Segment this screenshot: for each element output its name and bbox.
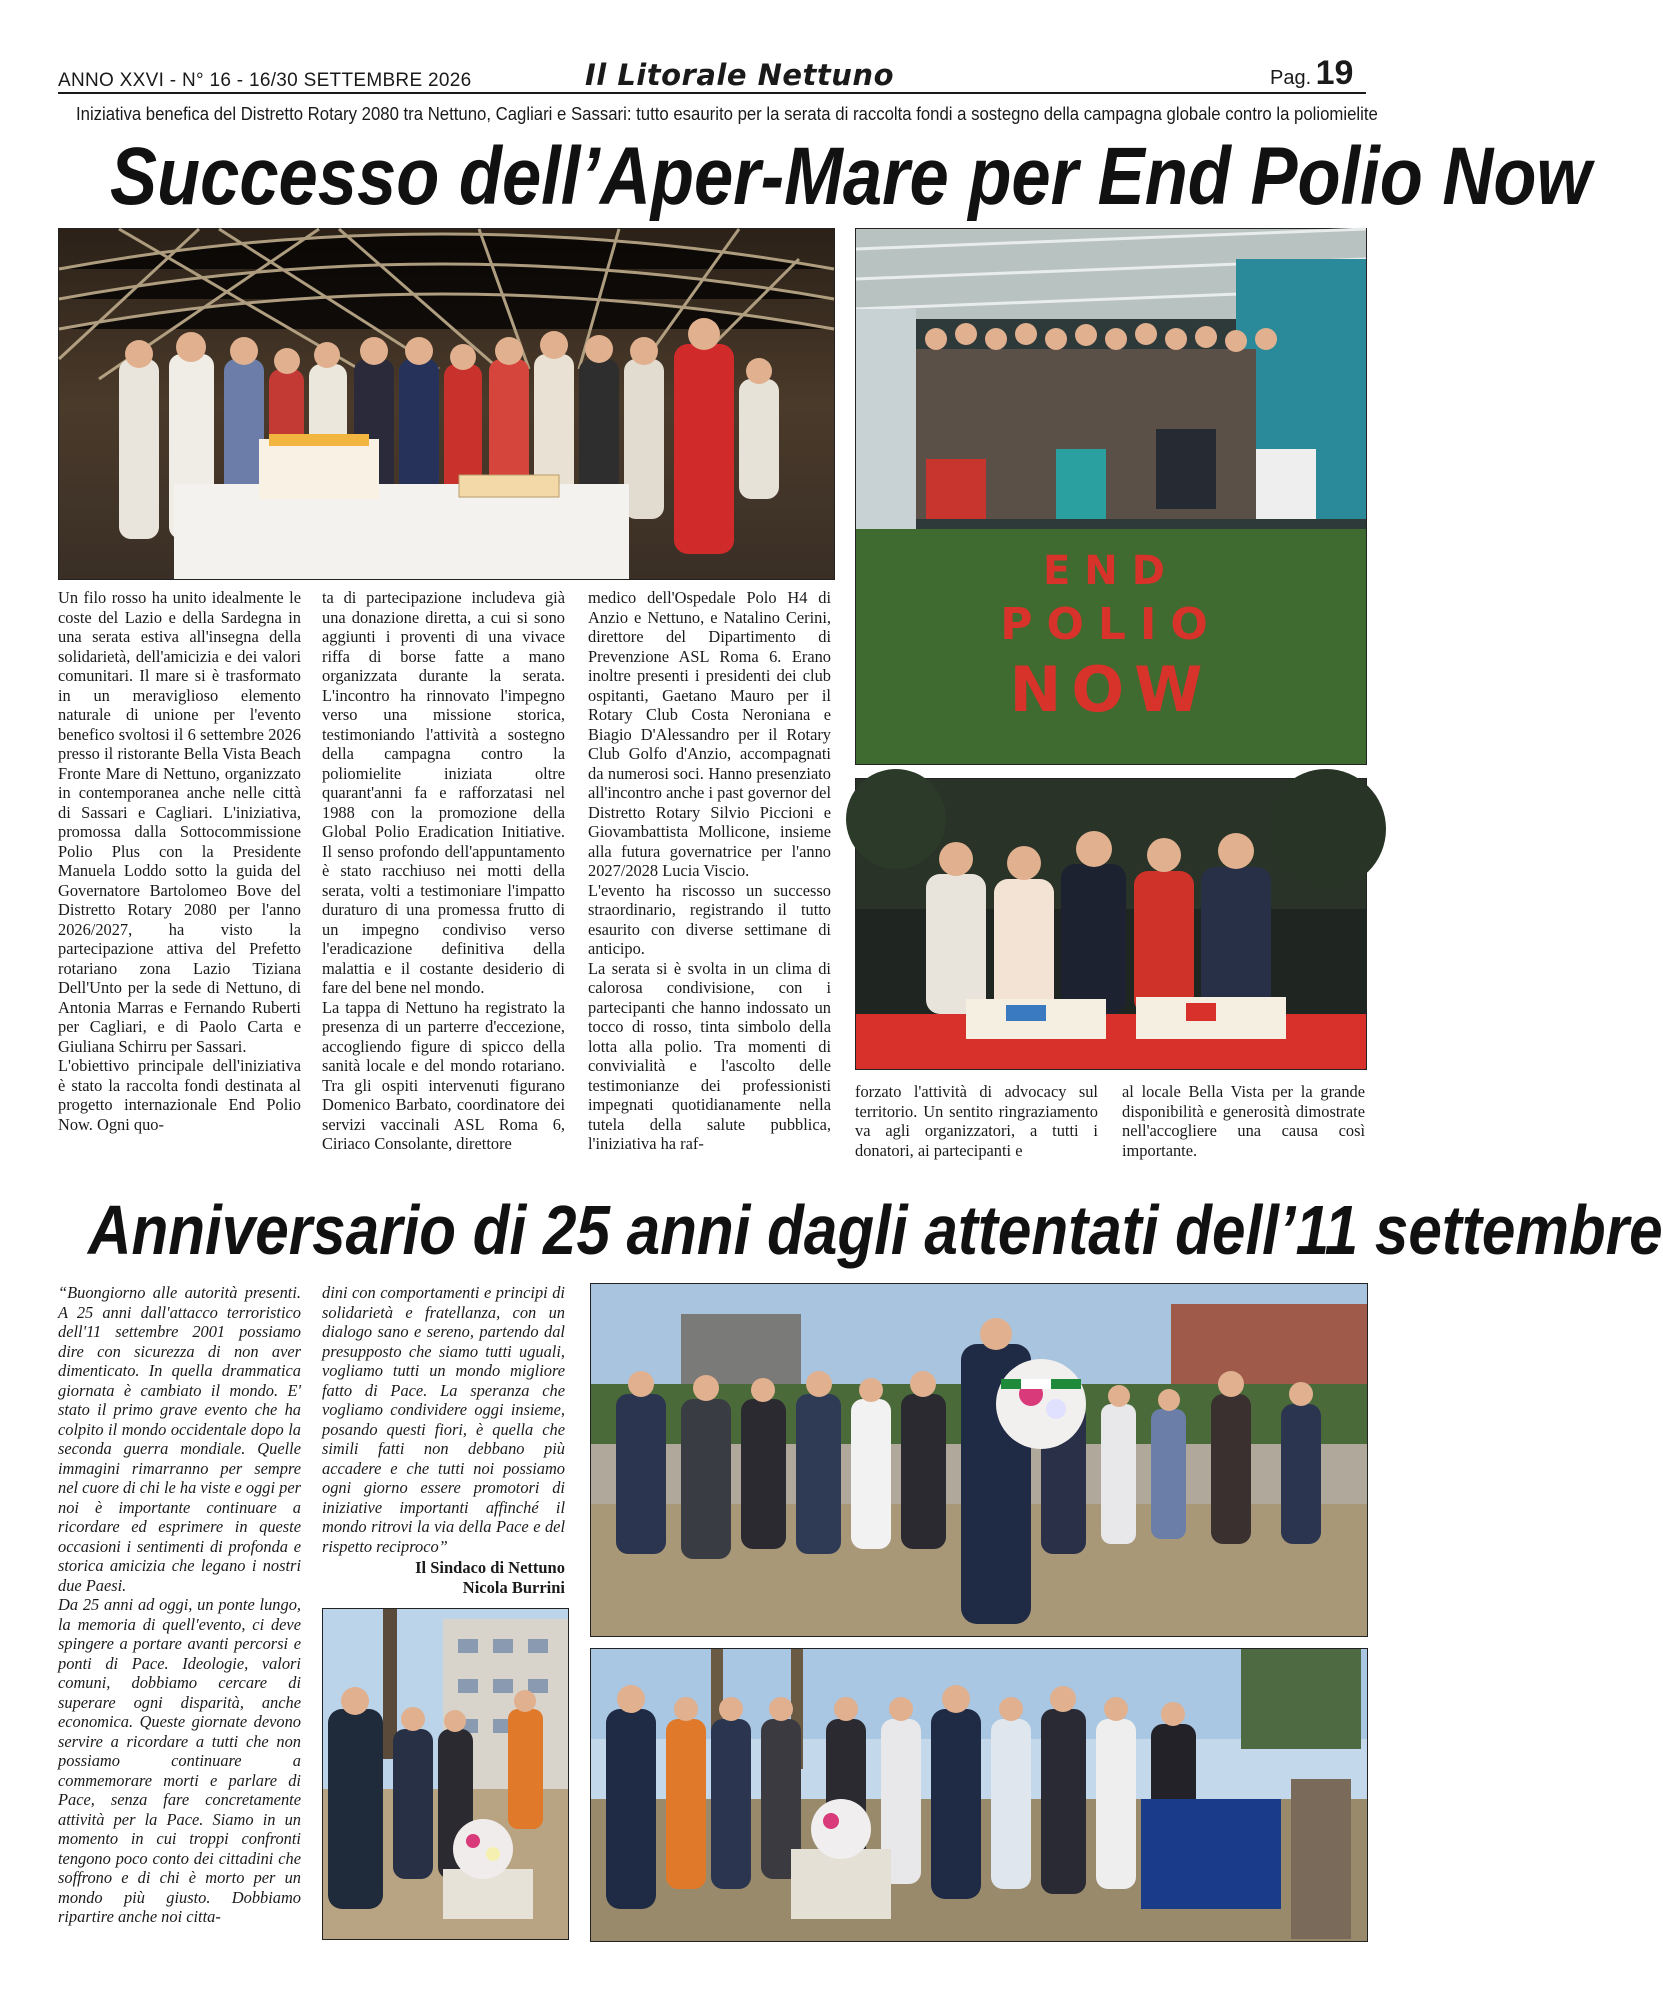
- article1-column-2: [322, 588, 565, 1154]
- page-number: [1270, 54, 1353, 93]
- article2-col1-para1: “Buongiorno alle autorità presenti. A 25 anni dall'attacco terroristico dell'11 settembre 2001 possiamo dire con sicurezza di non aver dimenticato. In quella drammatica giornata è cambiato il mondo. E' stato il primo grave evento che ha colpito il mondo occidentale dopo la seconda guerra mondiale. Quelle immagini rimarranno per sempre nel cuore di chi le ha viste e oggi per noi è importante continuare a ricordare ed esprimere in queste occasioni i sentimenti di profonda e storica amicizia che legano i nostri due Paesi.: [58, 1283, 301, 1595]
- photo-group-canopy: [58, 228, 835, 580]
- article1-col3-para1: medico dell'Ospedale Polo H4 di Anzio e Nettuno, e Natalino Cerini, direttore del Dipartimento di Prevenzione ASL Roma 6. Erano inoltre presenti i presidenti dei club ospitanti, Gaetano Mauro per il Rotary Club Costa Neroniana e Biagio D'Alessandro per il Rotary Club Golfo d'Anzio, accompagnati da numerosi soci. Hanno presenziato all'incontro anche i past governor del Distretto Rotary Silvio Piccioni e Giovambattista Mollicone, insieme alla futura governatrice per l'anno 2027/2028 Lucia Viscio.: [588, 588, 831, 880]
- article1-column-5: [1122, 1082, 1365, 1160]
- article1-col2-para1: ta di partecipazione includeva già una donazione diretta, a cui si sono aggiunti i proventi di una vivace riffa di borse fatte a mano organizzata durante la serata. L'incontro ha rinnovato l'impegno verso una missione storica, testimoniando l'attività a sostegno della campagna contro la poliomielite iniziata oltre quarant'anni fa e rafforzatasi nel 1988 con la promozione della Global Polio Eradication Initiative. Il senso profondo dell'appuntamento è stato racchiuso nei motti della serata, volti a testimoniare l'impatto duraturo di una promessa frutto di un impegno condiviso verso l'eradicazione definitiva della malattia e il costante desiderio di fare del bene nel mondo.: [322, 588, 565, 997]
- page-label: Pag.: [1270, 67, 1312, 89]
- mayor-signature: [322, 1558, 565, 1598]
- article1-column-4: [855, 1082, 1098, 1160]
- article1-col1-para1: Un filo rosso ha unito idealmente le coste del Lazio e della Sardegna in una serata estiva all'insegna della solidarietà, dell'amicizia e dei valori comunitari. Il mare si è trasformato in un meraviglioso elemento naturale di unione per l'evento benefico svoltosi il 6 settembre 2026 presso il ristorante Bella Vista Beach Fronte Mare di Nettuno, organizzato in contemporanea anche nelle città di Sassari e Cagliari. L'iniziativa, promossa dalla Sottocommissione Polio Plus con la Presidente Manuela Loddo sotto la guida del Governatore Bartolomeo Bove del Distretto Rotary 2080 per l'anno 2026/2027, ha visto la partecipazione attiva del Prefetto rotariano zona Lazio Tiziana Dell'Unto per la sede di Nettuno, di Antonia Marras e Fernando Ruberti per Cagliari, e di Paolo Carta e Giuliana Schirru per Sassari.: [58, 588, 301, 1056]
- article1-column-3: [588, 588, 831, 1154]
- article2-headline: Anniversario di 25 anni dagli attentati dell’11 settembre: [88, 1191, 1663, 1269]
- article2-col2-para: dini con comportamenti e principi di solidarietà e fratellanza, con un dialogo sano e sereno, partendo dal presupposto che siamo tutti uguali, vogliamo tutti un mondo migliore fatto di Pace. La speranza che vogliamo condividere oggi insieme, posando questi fiori, è quella che simili fatti non debbano più accadere e che tutti noi possiamo ogni giorno essere promotori di iniziative importanti affinché il mondo ritrovi la via della Pace e del rispetto reciproco”: [322, 1283, 565, 1556]
- article1-col3-para3: La serata si è svolta in un clima di calorosa condivisione, con i partecipanti che hanno indossato un tocco di rosso, tinta simbolo della lotta alla polio. Tra momenti di convivialità e l'ascolto delle testimonianze dei professionisti impegnati quotidianamente nella tutela della salute pubblica, l'iniziativa ha raf-: [588, 958, 831, 1153]
- masthead-logo: Il Litorale Nettuno: [585, 58, 894, 92]
- article1-col1-para2: L'obiettivo principale dell'iniziativa è stato la raccolta fondi destinata al progetto internazionale End Polio Now. Ogni quo-: [58, 1056, 301, 1134]
- photo-flowers-memorial: [322, 1608, 569, 1940]
- article2-column-1: [58, 1283, 301, 1927]
- article1-col3-para2: L'evento ha riscosso un successo straordinario, registrando il tutto esaurito con diverse settimane di anticipo.: [588, 880, 831, 958]
- photo-end-polio-now-group: [855, 228, 1367, 765]
- article1-kicker: Iniziativa benefica del Distretto Rotary 2080 tra Nettuno, Cagliari e Sassari: tutto esaurito per la serata di raccolta fondi a sostegno della campagna globale contro la poliomielite: [76, 104, 1378, 124]
- article2-col1-para2: Da 25 anni ad oggi, un ponte lungo, la memoria di quell'evento, ci deve spingere a portare avanti percorsi e ponti di Pace. Ideologie, valori comuni, dobbiamo cercare di superare ogni disparità, anche economica. Queste giornate devono servire a ricordare a tutti che non possiamo continuare a commemorare morti e parlare di Pace, senza fare concretamente attività per la Pace. Siamo in un momento in cui troppi confronti tengono poco conto dei cittadini che soffrono e di chi è morto per un mondo più giusto. Dobbiamo ripartire anche noi citta-: [58, 1595, 301, 1926]
- article2-column-2: [322, 1283, 565, 1556]
- article1-col2-para2: La tappa di Nettuno ha registrato la presenza di un parterre d'eccezione, accogliendo figure di spicco della sanità locale e del mondo rotariano. Tra gli ospiti intervenuti figurano Domenico Barbato, coordinatore dei servizi vaccinali ASL Roma 6, Ciriaco Consolante, direttore: [322, 997, 565, 1153]
- signature-title: Il Sindaco di Nettuno: [415, 1558, 565, 1577]
- header-rule: [58, 92, 1366, 94]
- article1-headline: Successo dell’Aper-Mare per End Polio Now: [110, 131, 1592, 222]
- signature-name: Nicola Burrini: [462, 1578, 565, 1597]
- photo-memorial-group: [590, 1648, 1368, 1942]
- page-number-value: 19: [1315, 54, 1354, 92]
- floor-sign-now: NOW: [1009, 653, 1213, 726]
- floor-sign-polio: POLIO: [1000, 599, 1222, 650]
- photo-wreath-ceremony: [590, 1283, 1368, 1637]
- article1-col5-para: al locale Bella Vista per la grande disponibilità e generosità dimostrate nell'accogliere una causa così importante.: [1122, 1082, 1365, 1160]
- issue-line: ANNO XXVI - N° 16 - 16/30 SETTEMBRE 2026: [58, 70, 472, 91]
- floor-sign-end: END: [1042, 548, 1180, 594]
- article1-column-1: [58, 588, 301, 1134]
- photo-cake-table: [855, 778, 1367, 1070]
- article1-col4-para: forzato l'attività di advocacy sul territorio. Un sentito ringraziamento va agli organizzatori, a tutti i donatori, ai partecipanti e: [855, 1082, 1098, 1160]
